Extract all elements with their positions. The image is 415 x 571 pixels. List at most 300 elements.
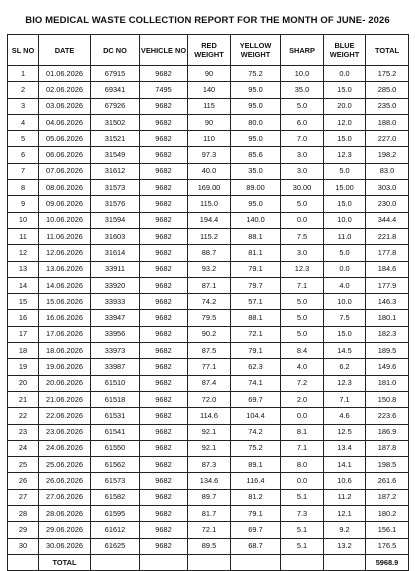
sharp-cell: 12.3: [281, 261, 324, 277]
total-cell: 182.3: [366, 326, 409, 342]
blue-weight-cell: 13.2: [324, 538, 366, 554]
vehicle-no-cell: 9682: [140, 114, 188, 130]
red-weight-cell: 81.7: [188, 506, 231, 522]
date-cell: 30.06.2026: [39, 538, 91, 554]
date-cell: 23.06.2026: [39, 424, 91, 440]
table-row: [8, 228, 409, 244]
sl-no-cell: 29: [8, 522, 39, 538]
sl-no-cell: 3: [8, 98, 39, 114]
table-row: [8, 359, 409, 375]
yellow-weight-cell: 69.7: [231, 522, 281, 538]
sharp-cell: 7.1: [281, 440, 324, 456]
col-header-yellow-weight: YELLOW WEIGHT: [231, 35, 281, 66]
total-cell: 181.0: [366, 375, 409, 391]
vehicle-no-cell: 9682: [140, 163, 188, 179]
red-weight-cell: 88.7: [188, 245, 231, 261]
red-weight-cell: 134.6: [188, 473, 231, 489]
yellow-weight-cell: 68.7: [231, 538, 281, 554]
table-row: [8, 326, 409, 342]
dc-no-cell: 61531: [91, 408, 140, 424]
date-cell: 18.06.2026: [39, 343, 91, 359]
sharp-cell: 0.0: [281, 408, 324, 424]
blue-weight-cell: 15.0: [324, 82, 366, 98]
empty-cell: [140, 554, 188, 570]
empty-cell: [324, 554, 366, 570]
date-cell: 27.06.2026: [39, 489, 91, 505]
sharp-cell: 7.2: [281, 375, 324, 391]
dc-no-cell: 31594: [91, 212, 140, 228]
total-cell: 303.0: [366, 180, 409, 196]
sharp-cell: 35.0: [281, 82, 324, 98]
blue-weight-cell: 4.6: [324, 408, 366, 424]
table-row: [8, 294, 409, 310]
blue-weight-cell: 14.1: [324, 457, 366, 473]
sharp-cell: 5.1: [281, 522, 324, 538]
dc-no-cell: 61582: [91, 489, 140, 505]
table-row: [8, 277, 409, 293]
total-cell: 235.0: [366, 98, 409, 114]
table-row: [8, 82, 409, 98]
sharp-cell: 3.0: [281, 147, 324, 163]
dc-no-cell: 61518: [91, 391, 140, 407]
red-weight-cell: 115.2: [188, 228, 231, 244]
vehicle-no-cell: 9682: [140, 391, 188, 407]
vehicle-no-cell: 9682: [140, 66, 188, 82]
blue-weight-cell: 5.0: [324, 245, 366, 261]
date-cell: 12.06.2026: [39, 245, 91, 261]
sl-no-cell: 12: [8, 245, 39, 261]
red-weight-cell: 72.1: [188, 522, 231, 538]
blue-weight-cell: 20.0: [324, 98, 366, 114]
dc-no-cell: 61541: [91, 424, 140, 440]
total-cell: 198.2: [366, 147, 409, 163]
date-cell: 25.06.2026: [39, 457, 91, 473]
red-weight-cell: 115.0: [188, 196, 231, 212]
sl-no-cell: 13: [8, 261, 39, 277]
total-cell: 221.8: [366, 228, 409, 244]
sl-no-cell: 1: [8, 66, 39, 82]
date-cell: 22.06.2026: [39, 408, 91, 424]
blue-weight-cell: 13.4: [324, 440, 366, 456]
date-cell: 06.06.2026: [39, 147, 91, 163]
sharp-cell: 5.0: [281, 310, 324, 326]
table-row: [8, 375, 409, 391]
sharp-cell: 8.4: [281, 343, 324, 359]
red-weight-cell: 114.6: [188, 408, 231, 424]
sharp-cell: 2.0: [281, 391, 324, 407]
blue-weight-cell: 6.2: [324, 359, 366, 375]
vehicle-no-cell: 9682: [140, 408, 188, 424]
dc-no-cell: 61510: [91, 375, 140, 391]
total-cell: 146.3: [366, 294, 409, 310]
table-row: [8, 261, 409, 277]
vehicle-no-cell: 9682: [140, 212, 188, 228]
yellow-weight-cell: 57.1: [231, 294, 281, 310]
blue-weight-cell: 11.2: [324, 489, 366, 505]
blue-weight-cell: 15.0: [324, 326, 366, 342]
red-weight-cell: 87.5: [188, 343, 231, 359]
blue-weight-cell: 4.0: [324, 277, 366, 293]
dc-no-cell: 31576: [91, 196, 140, 212]
table-row: [8, 391, 409, 407]
date-cell: 19.06.2026: [39, 359, 91, 375]
yellow-weight-cell: 79.1: [231, 506, 281, 522]
vehicle-no-cell: 9682: [140, 245, 188, 261]
dc-no-cell: 61573: [91, 473, 140, 489]
sl-no-cell: 4: [8, 114, 39, 130]
dc-no-cell: 61550: [91, 440, 140, 456]
date-cell: 05.06.2026: [39, 131, 91, 147]
yellow-weight-cell: 85.6: [231, 147, 281, 163]
sl-no-cell: 24: [8, 440, 39, 456]
col-header-red-weight: RED WEIGHT: [188, 35, 231, 66]
vehicle-no-cell: 9682: [140, 310, 188, 326]
blue-weight-cell: 12.0: [324, 114, 366, 130]
dc-no-cell: 33987: [91, 359, 140, 375]
vehicle-no-cell: 9682: [140, 375, 188, 391]
total-cell: 187.2: [366, 489, 409, 505]
col-header-total: TOTAL: [366, 35, 409, 66]
yellow-weight-cell: 72.1: [231, 326, 281, 342]
yellow-weight-cell: 95.0: [231, 98, 281, 114]
dc-no-cell: 31573: [91, 180, 140, 196]
table-row: [8, 522, 409, 538]
yellow-weight-cell: 89.1: [231, 457, 281, 473]
total-cell: 184.6: [366, 261, 409, 277]
total-row: [8, 554, 409, 570]
date-cell: 09.06.2026: [39, 196, 91, 212]
red-weight-cell: 140: [188, 82, 231, 98]
red-weight-cell: 90: [188, 66, 231, 82]
total-cell: 188.0: [366, 114, 409, 130]
sl-no-cell: 27: [8, 489, 39, 505]
vehicle-no-cell: 9682: [140, 506, 188, 522]
blue-weight-cell: 10.0: [324, 212, 366, 228]
date-cell: 26.06.2026: [39, 473, 91, 489]
red-weight-cell: 97.3: [188, 147, 231, 163]
date-cell: 04.06.2026: [39, 114, 91, 130]
table-row: [8, 473, 409, 489]
sharp-cell: 30.00: [281, 180, 324, 196]
total-cell: 261.6: [366, 473, 409, 489]
col-header-sharp: SHARP: [281, 35, 324, 66]
total-cell: 175.2: [366, 66, 409, 82]
yellow-weight-cell: 81.1: [231, 245, 281, 261]
total-cell: 187.8: [366, 440, 409, 456]
vehicle-no-cell: 9682: [140, 294, 188, 310]
blue-weight-cell: 12.1: [324, 506, 366, 522]
red-weight-cell: 92.1: [188, 440, 231, 456]
dc-no-cell: 33911: [91, 261, 140, 277]
date-cell: 01.06.2026: [39, 66, 91, 82]
blue-weight-cell: 11.0: [324, 228, 366, 244]
sharp-cell: 8.0: [281, 457, 324, 473]
sharp-cell: 3.0: [281, 163, 324, 179]
blue-weight-cell: 12.5: [324, 424, 366, 440]
vehicle-no-cell: 9682: [140, 440, 188, 456]
vehicle-no-cell: 9682: [140, 98, 188, 114]
sl-no-cell: 30: [8, 538, 39, 554]
yellow-weight-cell: 140.0: [231, 212, 281, 228]
sharp-cell: 7.5: [281, 228, 324, 244]
yellow-weight-cell: 89.00: [231, 180, 281, 196]
dc-no-cell: 31603: [91, 228, 140, 244]
yellow-weight-cell: 95.0: [231, 82, 281, 98]
table-row: [8, 114, 409, 130]
yellow-weight-cell: 62.3: [231, 359, 281, 375]
dc-no-cell: 31502: [91, 114, 140, 130]
date-cell: 20.06.2026: [39, 375, 91, 391]
vehicle-no-cell: 9682: [140, 359, 188, 375]
sl-no-cell: 14: [8, 277, 39, 293]
total-cell: 177.8: [366, 245, 409, 261]
sl-no-cell: 20: [8, 375, 39, 391]
total-cell: 285.0: [366, 82, 409, 98]
blue-weight-cell: 7.5: [324, 310, 366, 326]
blue-weight-cell: 0.0: [324, 66, 366, 82]
dc-no-cell: 61625: [91, 538, 140, 554]
waste-collection-table: [7, 34, 409, 571]
vehicle-no-cell: 9682: [140, 489, 188, 505]
total-label-cell: TOTAL: [39, 554, 91, 570]
blue-weight-cell: 10.6: [324, 473, 366, 489]
sl-no-cell: 2: [8, 82, 39, 98]
sl-no-cell: 6: [8, 147, 39, 163]
vehicle-no-cell: 9682: [140, 131, 188, 147]
yellow-weight-cell: 80.0: [231, 114, 281, 130]
yellow-weight-cell: 75.2: [231, 66, 281, 82]
dc-no-cell: 31521: [91, 131, 140, 147]
yellow-weight-cell: 104.4: [231, 408, 281, 424]
red-weight-cell: 93.2: [188, 261, 231, 277]
sharp-cell: 4.0: [281, 359, 324, 375]
vehicle-no-cell: 9682: [140, 473, 188, 489]
total-cell: 83.0: [366, 163, 409, 179]
date-cell: 07.06.2026: [39, 163, 91, 179]
sharp-cell: 5.0: [281, 294, 324, 310]
vehicle-no-cell: 9682: [140, 277, 188, 293]
yellow-weight-cell: 95.0: [231, 131, 281, 147]
date-cell: 02.06.2026: [39, 82, 91, 98]
sl-no-cell: 18: [8, 343, 39, 359]
sl-no-cell: 5: [8, 131, 39, 147]
date-cell: 08.06.2026: [39, 180, 91, 196]
red-weight-cell: 79.5: [188, 310, 231, 326]
sl-no-cell: 26: [8, 473, 39, 489]
table-row: [8, 489, 409, 505]
vehicle-no-cell: 9682: [140, 522, 188, 538]
sharp-cell: 6.0: [281, 114, 324, 130]
blue-weight-cell: 15.0: [324, 196, 366, 212]
sharp-cell: 5.0: [281, 196, 324, 212]
yellow-weight-cell: 116.4: [231, 473, 281, 489]
total-cell: 186.9: [366, 424, 409, 440]
red-weight-cell: 92.1: [188, 424, 231, 440]
red-weight-cell: 87.3: [188, 457, 231, 473]
red-weight-cell: 40.0: [188, 163, 231, 179]
red-weight-cell: 169.00: [188, 180, 231, 196]
col-header-dc-no: DC NO: [91, 35, 140, 66]
date-cell: 29.06.2026: [39, 522, 91, 538]
red-weight-cell: 89.7: [188, 489, 231, 505]
col-header-date: DATE: [39, 35, 91, 66]
vehicle-no-cell: 7495: [140, 82, 188, 98]
vehicle-no-cell: 9682: [140, 147, 188, 163]
date-cell: 13.06.2026: [39, 261, 91, 277]
yellow-weight-cell: 75.2: [231, 440, 281, 456]
total-cell: 227.0: [366, 131, 409, 147]
red-weight-cell: 72.0: [188, 391, 231, 407]
red-weight-cell: 87.1: [188, 277, 231, 293]
table-row: [8, 131, 409, 147]
sharp-cell: 5.1: [281, 489, 324, 505]
sharp-cell: 5.0: [281, 326, 324, 342]
dc-no-cell: 33933: [91, 294, 140, 310]
total-cell: 180.1: [366, 310, 409, 326]
sl-no-cell: 22: [8, 408, 39, 424]
yellow-weight-cell: 88.1: [231, 228, 281, 244]
empty-cell: [188, 554, 231, 570]
sl-no-cell: 17: [8, 326, 39, 342]
sharp-cell: 7.3: [281, 506, 324, 522]
col-header-blue-weight: BLUE WEIGHT: [324, 35, 366, 66]
total-cell: 180.2: [366, 506, 409, 522]
dc-no-cell: 61595: [91, 506, 140, 522]
yellow-weight-cell: 74.1: [231, 375, 281, 391]
yellow-weight-cell: 79.1: [231, 261, 281, 277]
sl-no-cell: 28: [8, 506, 39, 522]
sl-no-cell: 15: [8, 294, 39, 310]
dc-no-cell: 33973: [91, 343, 140, 359]
red-weight-cell: 77.1: [188, 359, 231, 375]
total-cell: 344.4: [366, 212, 409, 228]
report-title: BIO MEDICAL WASTE COLLECTION REPORT FOR THE MONTH OF JUNE- 2026: [25, 15, 390, 26]
total-cell: 230.0: [366, 196, 409, 212]
dc-no-cell: 31612: [91, 163, 140, 179]
table-row: [8, 440, 409, 456]
total-cell: 149.6: [366, 359, 409, 375]
yellow-weight-cell: 74.2: [231, 424, 281, 440]
empty-cell: [8, 554, 39, 570]
date-cell: 10.06.2026: [39, 212, 91, 228]
col-header-sl-no: SL NO: [8, 35, 39, 66]
red-weight-cell: 74.2: [188, 294, 231, 310]
total-cell: 176.5: [366, 538, 409, 554]
total-cell: 156.1: [366, 522, 409, 538]
sharp-cell: 8.1: [281, 424, 324, 440]
red-weight-cell: 115: [188, 98, 231, 114]
vehicle-no-cell: 9682: [140, 326, 188, 342]
sl-no-cell: 7: [8, 163, 39, 179]
sl-no-cell: 10: [8, 212, 39, 228]
table-row: [8, 424, 409, 440]
total-cell: 198.5: [366, 457, 409, 473]
date-cell: 11.06.2026: [39, 228, 91, 244]
yellow-weight-cell: 79.1: [231, 343, 281, 359]
sl-no-cell: 9: [8, 196, 39, 212]
table-body: [8, 66, 409, 571]
blue-weight-cell: 0.0: [324, 261, 366, 277]
sharp-cell: 5.1: [281, 538, 324, 554]
table-row: [8, 163, 409, 179]
vehicle-no-cell: 9682: [140, 343, 188, 359]
blue-weight-cell: 9.2: [324, 522, 366, 538]
date-cell: 24.06.2026: [39, 440, 91, 456]
dc-no-cell: 61612: [91, 522, 140, 538]
sl-no-cell: 19: [8, 359, 39, 375]
blue-weight-cell: 12.3: [324, 375, 366, 391]
table-row: [8, 180, 409, 196]
vehicle-no-cell: 9682: [140, 424, 188, 440]
blue-weight-cell: 15.00: [324, 180, 366, 196]
sharp-cell: 0.0: [281, 212, 324, 228]
blue-weight-cell: 14.5: [324, 343, 366, 359]
table-row: [8, 408, 409, 424]
date-cell: 15.06.2026: [39, 294, 91, 310]
dc-no-cell: 33947: [91, 310, 140, 326]
date-cell: 28.06.2026: [39, 506, 91, 522]
yellow-weight-cell: 79.7: [231, 277, 281, 293]
table-row: [8, 147, 409, 163]
blue-weight-cell: 10.0: [324, 294, 366, 310]
sharp-cell: 7.0: [281, 131, 324, 147]
date-cell: 21.06.2026: [39, 391, 91, 407]
table-row: [8, 310, 409, 326]
total-cell: 189.5: [366, 343, 409, 359]
sl-no-cell: 21: [8, 391, 39, 407]
col-header-vehicle-no: VEHICLE NO: [140, 35, 188, 66]
vehicle-no-cell: 9682: [140, 196, 188, 212]
dc-no-cell: 67915: [91, 66, 140, 82]
sharp-cell: 7.1: [281, 277, 324, 293]
sl-no-cell: 16: [8, 310, 39, 326]
dc-no-cell: 31549: [91, 147, 140, 163]
yellow-weight-cell: 69.7: [231, 391, 281, 407]
sl-no-cell: 11: [8, 228, 39, 244]
table-row: [8, 98, 409, 114]
empty-cell: [281, 554, 324, 570]
yellow-weight-cell: 95.0: [231, 196, 281, 212]
table-row: [8, 245, 409, 261]
date-cell: 17.06.2026: [39, 326, 91, 342]
empty-cell: [91, 554, 140, 570]
vehicle-no-cell: 9682: [140, 457, 188, 473]
vehicle-no-cell: 9682: [140, 228, 188, 244]
date-cell: 16.06.2026: [39, 310, 91, 326]
red-weight-cell: 89.5: [188, 538, 231, 554]
total-cell: 150.8: [366, 391, 409, 407]
blue-weight-cell: 5.0: [324, 163, 366, 179]
dc-no-cell: 31614: [91, 245, 140, 261]
table-row: [8, 212, 409, 228]
sl-no-cell: 8: [8, 180, 39, 196]
sharp-cell: 0.0: [281, 473, 324, 489]
dc-no-cell: 33920: [91, 277, 140, 293]
table-row: [8, 506, 409, 522]
total-cell: 177.9: [366, 277, 409, 293]
sl-no-cell: 25: [8, 457, 39, 473]
sharp-cell: 5.0: [281, 98, 324, 114]
yellow-weight-cell: 88.1: [231, 310, 281, 326]
red-weight-cell: 87.4: [188, 375, 231, 391]
table-row: [8, 66, 409, 82]
total-cell: 223.6: [366, 408, 409, 424]
red-weight-cell: 194.4: [188, 212, 231, 228]
blue-weight-cell: 7.1: [324, 391, 366, 407]
blue-weight-cell: 15.0: [324, 131, 366, 147]
sharp-cell: 3.0: [281, 245, 324, 261]
date-cell: 14.06.2026: [39, 277, 91, 293]
